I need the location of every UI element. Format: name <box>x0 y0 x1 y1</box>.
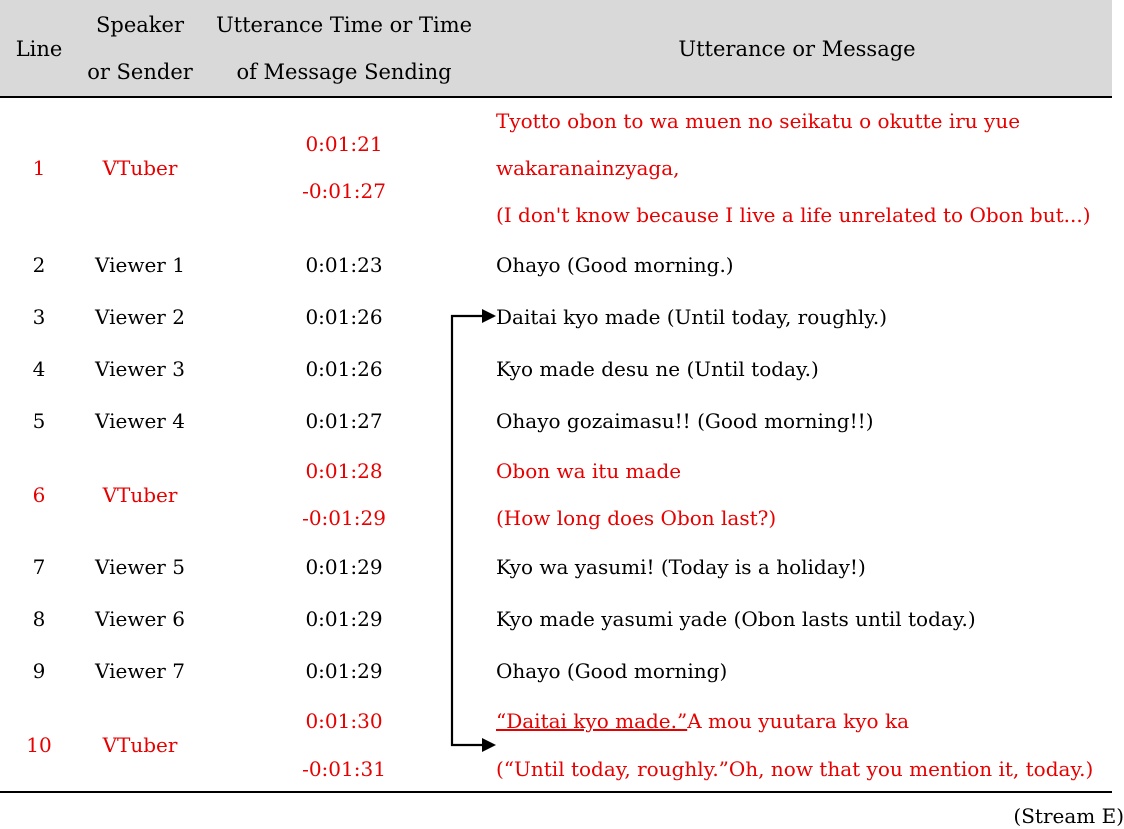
speaker: VTuber <box>102 156 178 180</box>
message: Ohayo gozaimasu!! (Good morning!!) <box>496 409 874 433</box>
time: 0:01:26 <box>305 305 383 329</box>
time-end: -0:01:29 <box>302 506 386 530</box>
speaker: Viewer 5 <box>95 555 185 579</box>
message: Kyo made desu ne (Until today.) <box>496 357 819 381</box>
message: Ohayo (Good morning) <box>496 659 728 683</box>
line-number: 6 <box>32 483 46 507</box>
speaker: VTuber <box>102 483 178 507</box>
time: 0:01:29 <box>305 555 383 579</box>
header-time-1: Utterance Time or Time <box>215 13 473 37</box>
message: Kyo made yasumi yade (Obon lasts until today.) <box>496 607 976 631</box>
time-end: -0:01:27 <box>302 179 386 203</box>
line-number: 10 <box>26 733 52 757</box>
arrow-line <box>452 316 494 745</box>
message-translation: (How long does Obon last?) <box>496 506 777 530</box>
time-start: 0:01:30 <box>305 709 383 733</box>
speaker: VTuber <box>102 733 178 757</box>
message: Ohayo (Good morning.) <box>496 253 734 277</box>
line-number: 3 <box>32 305 46 329</box>
arrow-head-top <box>482 309 496 323</box>
header-message: Utterance or Message <box>678 37 916 61</box>
line-number: 9 <box>32 659 46 683</box>
time: 0:01:29 <box>305 607 383 631</box>
line-number: 2 <box>32 253 46 277</box>
line-number: 1 <box>32 156 46 180</box>
message-line: Obon wa itu made <box>496 459 682 483</box>
header-time-2: of Message Sending <box>236 60 452 84</box>
line-number: 5 <box>32 409 46 433</box>
header-line: Line <box>15 37 63 61</box>
time-end: -0:01:31 <box>302 757 386 781</box>
speaker: Viewer 2 <box>95 305 185 329</box>
quoted-reference: “Daitai kyo made.” <box>496 709 688 733</box>
message-translation: (I don't know because I live a life unrelated to Obon but...) <box>496 203 1091 227</box>
time: 0:01:27 <box>305 409 383 433</box>
line-number: 8 <box>32 607 46 631</box>
speaker: Viewer 1 <box>95 253 185 277</box>
message-line: Tyotto obon to wa muen no seikatu o okutte iru yue <box>496 109 1021 133</box>
message-translation: (“Until today, roughly.”Oh, now that you mention it, today.) <box>496 757 1094 781</box>
header-speaker-1: Speaker <box>96 13 184 37</box>
speaker: Viewer 4 <box>95 409 185 433</box>
header-speaker-2: or Sender <box>87 60 193 84</box>
time: 0:01:23 <box>305 253 383 277</box>
stream-caption: (Stream E) <box>1013 804 1124 828</box>
arrow-head-bottom <box>482 738 496 752</box>
line-number: 4 <box>32 357 46 381</box>
line-number: 7 <box>32 555 46 579</box>
speaker: Viewer 3 <box>95 357 185 381</box>
message-rest: A mou yuutara kyo ka <box>687 709 910 733</box>
time: 0:01:29 <box>305 659 383 683</box>
message: Daitai kyo made (Until today, roughly.) <box>496 305 888 329</box>
time-start: 0:01:28 <box>305 459 383 483</box>
message: Kyo wa yasumi! (Today is a holiday!) <box>496 555 866 579</box>
message-line: wakaranainzyaga, <box>496 156 680 180</box>
table-bottom-rule <box>0 791 1112 793</box>
time: 0:01:26 <box>305 357 383 381</box>
speaker: Viewer 6 <box>95 607 185 631</box>
speaker: Viewer 7 <box>95 659 185 683</box>
time-start: 0:01:21 <box>305 132 383 156</box>
